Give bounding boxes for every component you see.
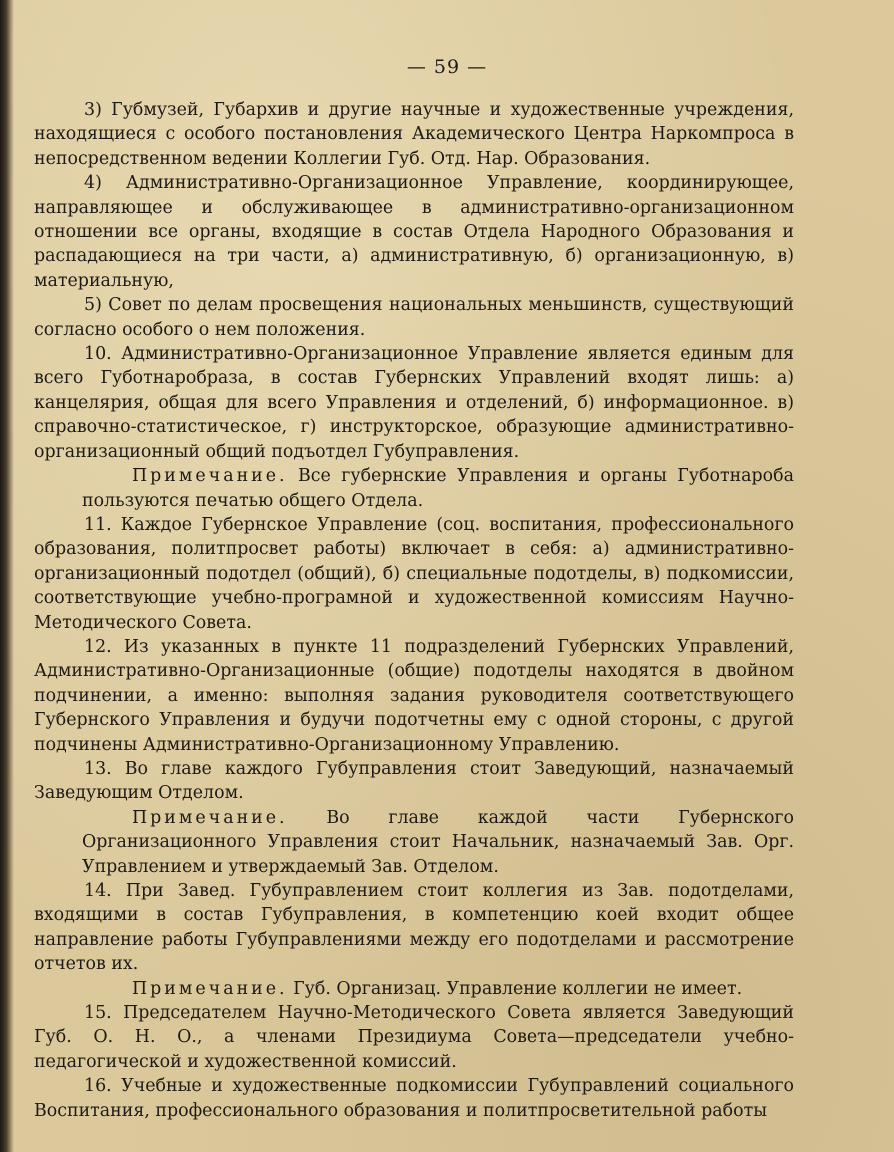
paragraph-text: 10. Административно-Организационное Управление является единым для всего Губотнаробраза, в состав Губернских Управлений входят лишь: а) канцелярия, общая для всего Управления и отделений, б) информационное. в) справочно-статистическое, г) инструкторское, образующие административно-организационный общий подъотдел Губуправления.	[34, 344, 794, 462]
body-text	[34, 98, 794, 1123]
paragraph-item-3	[34, 98, 794, 171]
paragraph-text: 3) Губмузей, Губархив и другие научные и художественные учреждения, находящиеся с особого постановления Академического Центра Наркомпроса в непосредственном ведении Коллегии Губ. Отд. Нар. Образования.	[34, 100, 794, 169]
note-text: Губ. Организац. Управление коллегии не имеет.	[287, 978, 743, 999]
note-text: Все губернские Управления и органы Губотнароба пользуются печатью общего Отдела.	[82, 466, 794, 511]
paragraph-14	[34, 879, 794, 977]
paragraph-item-4	[34, 171, 794, 293]
paragraph-13	[34, 757, 794, 806]
paragraph-text: 13. Во главе каждого Губуправления стоит Заведующий, назначаемый Заведующим Отделом.	[34, 758, 794, 804]
paragraph-15	[34, 1001, 794, 1074]
paragraph-text: 12. Из указанных в пункте 11 подразделений Губернских Управлений, Административно-Организационные (общие) подотделы находятся в двойном подчинении, а именно: выполняя задания руководителя соответствующего Губернского Управления и будучи подотчетны ему с одной стороны, с другой подчинены Административно-Организационному Управлению.	[34, 636, 794, 755]
paragraph-text: 5) Совет по делам просвещения национальных меньшинств, существующий согласно особого о нем положения.	[34, 295, 794, 340]
paragraph-text: 11. Каждое Губернское Управление (соц. воспитания, профессионального образования, политпросвет работы) включает в себя: а) административно-организационный подотдел (общий), б) специальные подотделы, в) подкомиссии, соответствующие учебно-програмной и художественной комиссиям Научно-Методического Совета.	[34, 514, 794, 633]
paragraph-12	[34, 635, 794, 757]
paragraph-text: 14. При Завед. Губуправлением стоит коллегия из Зав. подотделами, входящими в состав Губуправления, в компетенцию коей входит общее направление работы Губуправлениями между его подотделами и рассмотрение отчетов их.	[34, 881, 794, 975]
paragraph-11	[34, 513, 794, 635]
note-label: Примечание.	[132, 466, 288, 487]
note-text: Во главе каждой части Губернского Организационного Управления стоит Начальник, назначаемый Зав. Орг. Управлением и утверждаемый Зав. Отделом.	[82, 807, 794, 877]
note-label: Примечание.	[132, 978, 288, 999]
paragraph-16	[34, 1074, 794, 1123]
paragraph-item-5	[34, 293, 794, 342]
note-13	[34, 806, 794, 879]
note-10	[34, 464, 794, 513]
binding-shadow	[0, 0, 14, 1152]
paragraph-text: 4) Административно-Организационное Управление, координирующее, направляющее и обслуживающее в административно-организационном отношении все органы, входящие в состав Отдела Народного Образования и распадающиеся на три части, а) административную, б) организационную, в) материальную,	[34, 173, 794, 291]
paragraph-text: 15. Председателем Научно-Методического Совета является Заведующий Губ. О. Н. О., а членами Президиума Совета—председатели учебно-педагогической и художественной комиссий.	[34, 1003, 794, 1072]
note-14	[34, 977, 794, 1001]
paragraph-text: 16. Учебные и художественные подкомиссии Губуправлений социального Воспитания, профессионального образования и политпросветительной работы	[34, 1076, 794, 1121]
paragraph-10	[34, 342, 794, 464]
note-label: Примечание.	[132, 807, 288, 828]
page-number: — 59 —	[406, 56, 488, 78]
